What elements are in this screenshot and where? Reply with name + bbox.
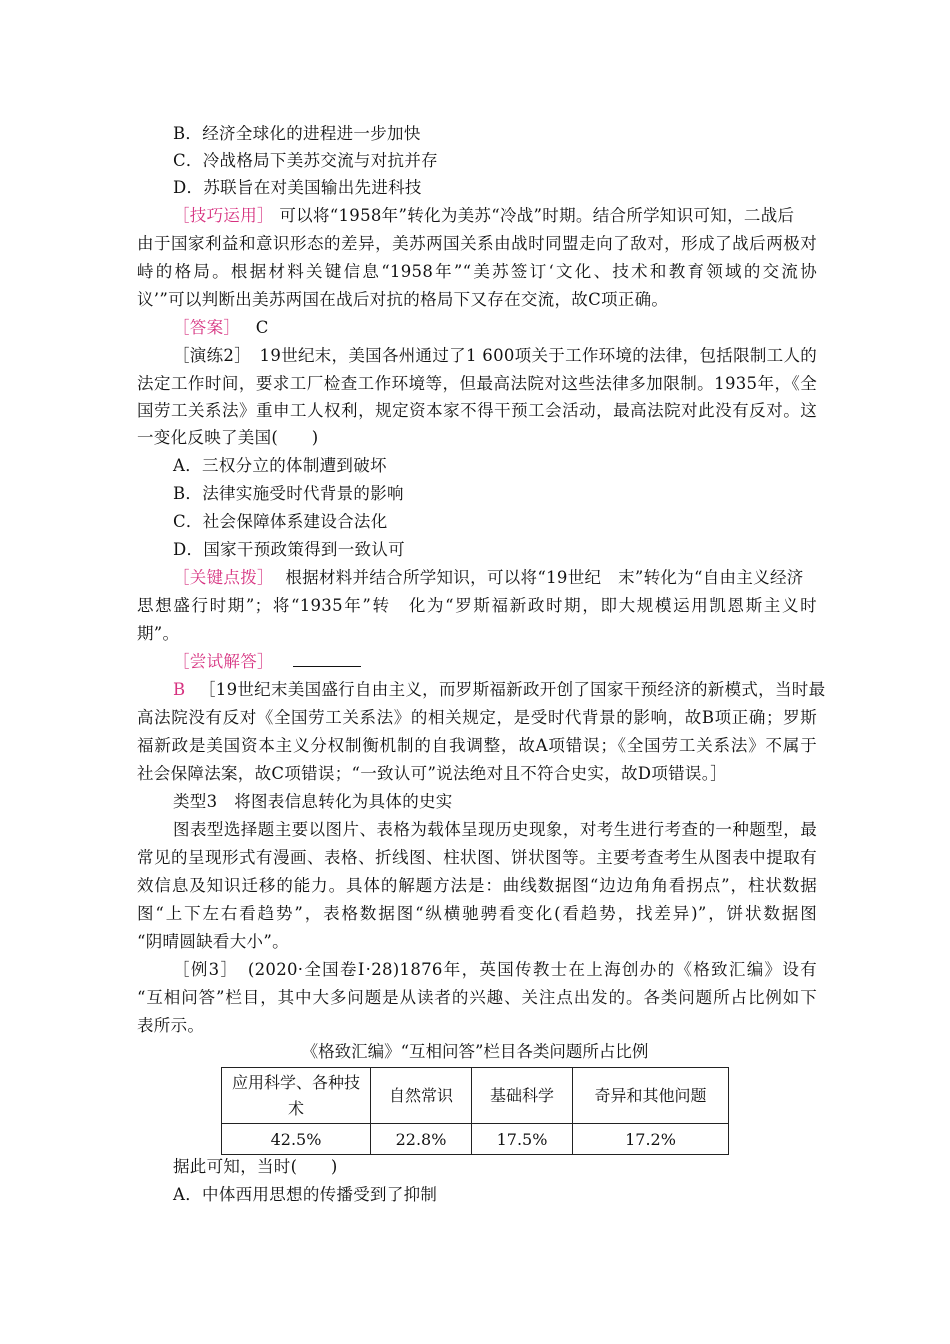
table-caption: 《格致汇编》“互相问答”栏目各类问题所占比例: [301, 1042, 649, 1061]
skill-text-1: 可以将“1958年”转化为美苏“冷战”时期。结合所学知识可知，二战后: [279, 206, 795, 225]
option-d: D．苏联旨在对美国输出先进科技: [173, 178, 422, 197]
answer-1: [173, 314, 853, 342]
answer-value: C: [255, 318, 269, 337]
table-value-cell: 42.5%: [222, 1124, 371, 1155]
example3-line-3: 表所示。: [137, 1016, 205, 1035]
table-value-row: [222, 1124, 729, 1155]
drill2-line-1: ［演练2］ 19世纪末，美国各州通过了1 600项关于工作环境的法律，包括限制工人的: [173, 346, 818, 365]
drill2-line-4: 一变化反映了美国( ): [137, 428, 319, 447]
question-stem: 据此可知，当时( ): [173, 1157, 338, 1176]
explanation-letter: B: [173, 680, 186, 699]
table-value-cell: 17.2%: [573, 1124, 729, 1155]
table-header-cell: 基础科学: [472, 1068, 573, 1124]
data-table: [221, 1067, 729, 1155]
skill-line-1: [173, 202, 817, 230]
table-value-cell: 22.8%: [371, 1124, 472, 1155]
drill2-option-c: C．社会保障体系建设合法化: [173, 512, 388, 531]
keypoint-line-2: 思想盛行时期”；将“1935年”转 化为“罗斯福新政时期，即大规模运用凯恩斯主义时: [137, 596, 817, 615]
option-b: B．经济全球化的进程进一步加快: [173, 124, 421, 143]
drill2-option-b: B．法律实施受时代背景的影响: [173, 484, 404, 503]
try-answer-tag: ［尝试解答］: [173, 652, 274, 671]
keypoint-line-1: [173, 564, 817, 592]
skill-line-4: 议’”可以判断出美苏两国在战后对抗的格局下又存在交流，故C项正确。: [137, 290, 669, 309]
keypoint-text-1: 根据材料并结合所学知识，可以将“19世纪 末”转化为“自由主义经济: [285, 568, 804, 587]
explanation-line-4: 社会保障法案，故C项错误；“一致认可”说法绝对且不符合史实，故D项错误。］: [137, 764, 728, 783]
example3-option-a: A．中体西用思想的传播受到了抑制: [173, 1185, 438, 1204]
answer-blank[interactable]: [293, 648, 361, 667]
keypoint-line-3: 期”。: [137, 624, 180, 643]
drill2-option-d: D．国家干预政策得到一致认可: [173, 540, 405, 559]
type3-heading: 类型3 将图表信息转化为具体的史实: [173, 792, 453, 811]
table-header-cell: 应用科学、各种技术: [222, 1068, 371, 1124]
skill-tag: ［技巧运用］: [173, 206, 274, 225]
type3-line-5: “阴晴圆缺看大小”。: [137, 932, 289, 951]
answer-tag: ［答案］: [173, 318, 241, 337]
option-c: C．冷战格局下美苏交流与对抗并存: [173, 151, 438, 170]
drill2-line-2: 法定工作时间，要求工厂检查工作环境等，但最高法院对这些法律多加限制。1935年，《全: [137, 374, 817, 393]
skill-line-2: 由于国家利益和意识形态的差异，美苏两国关系由战时同盟走向了敌对，形成了战后两极对: [137, 234, 817, 253]
skill-line-3: 峙的格局。根据材料关键信息“1958年”“美苏签订‘文化、技术和教育领域的交流协: [137, 262, 817, 281]
table-header-cell: 奇异和其他问题: [573, 1068, 729, 1124]
explanation-text-1: ［19世纪末美国盛行自由主义，而罗斯福新政开创了国家干预经济的新模式，当时最: [198, 680, 826, 699]
drill2-option-a: A．三权分立的体制遭到破坏: [173, 456, 387, 475]
example3-line-1: ［例3］ (2020·全国卷Ⅰ·28)1876年，英国传教士在上海创办的《格致汇编》设有: [173, 960, 817, 979]
type3-line-1: 图表型选择题主要以图片、表格为载体呈现历史现象，对考生进行考查的一种题型，最: [173, 820, 817, 839]
table-header-cell: 自然常识: [371, 1068, 472, 1124]
table-value-cell: 17.5%: [472, 1124, 573, 1155]
type3-line-2: 常见的呈现形式有漫画、表格、折线图、柱状图、饼状图等。主要考查考生从图表中提取有: [137, 848, 817, 867]
table-header-row: [222, 1068, 729, 1124]
drill2-line-3: 国劳工关系法》重申工人权利，规定资本家不得干预工会活动，最高法院对此没有反对。这: [137, 401, 817, 420]
example3-line-2: “互相问答”栏目，其中大多问题是从读者的兴趣、关注点出发的。各类问题所占比例如下: [137, 988, 817, 1007]
try-answer: [173, 648, 853, 676]
type3-line-3: 效信息及知识迁移的能力。具体的解题方法是：曲线数据图“边边角角看拐点”，柱状数据: [137, 876, 817, 895]
explanation-line-2: 高法院没有反对《全国劳工关系法》的相关规定，是受时代背景的影响，故B项正确；罗斯: [137, 708, 817, 727]
explanation-line-3: 福新政是美国资本主义分权制衡机制的自我调整，故A项错误；《全国劳工关系法》不属于: [137, 736, 817, 755]
explanation-line-1: [173, 676, 826, 704]
type3-line-4: 图“上下左右看趋势”，表格数据图“纵横驰骋看变化(看趋势，找差异)”，饼状数据图: [137, 904, 817, 923]
keypoint-tag: ［关键点拨］: [173, 568, 274, 587]
